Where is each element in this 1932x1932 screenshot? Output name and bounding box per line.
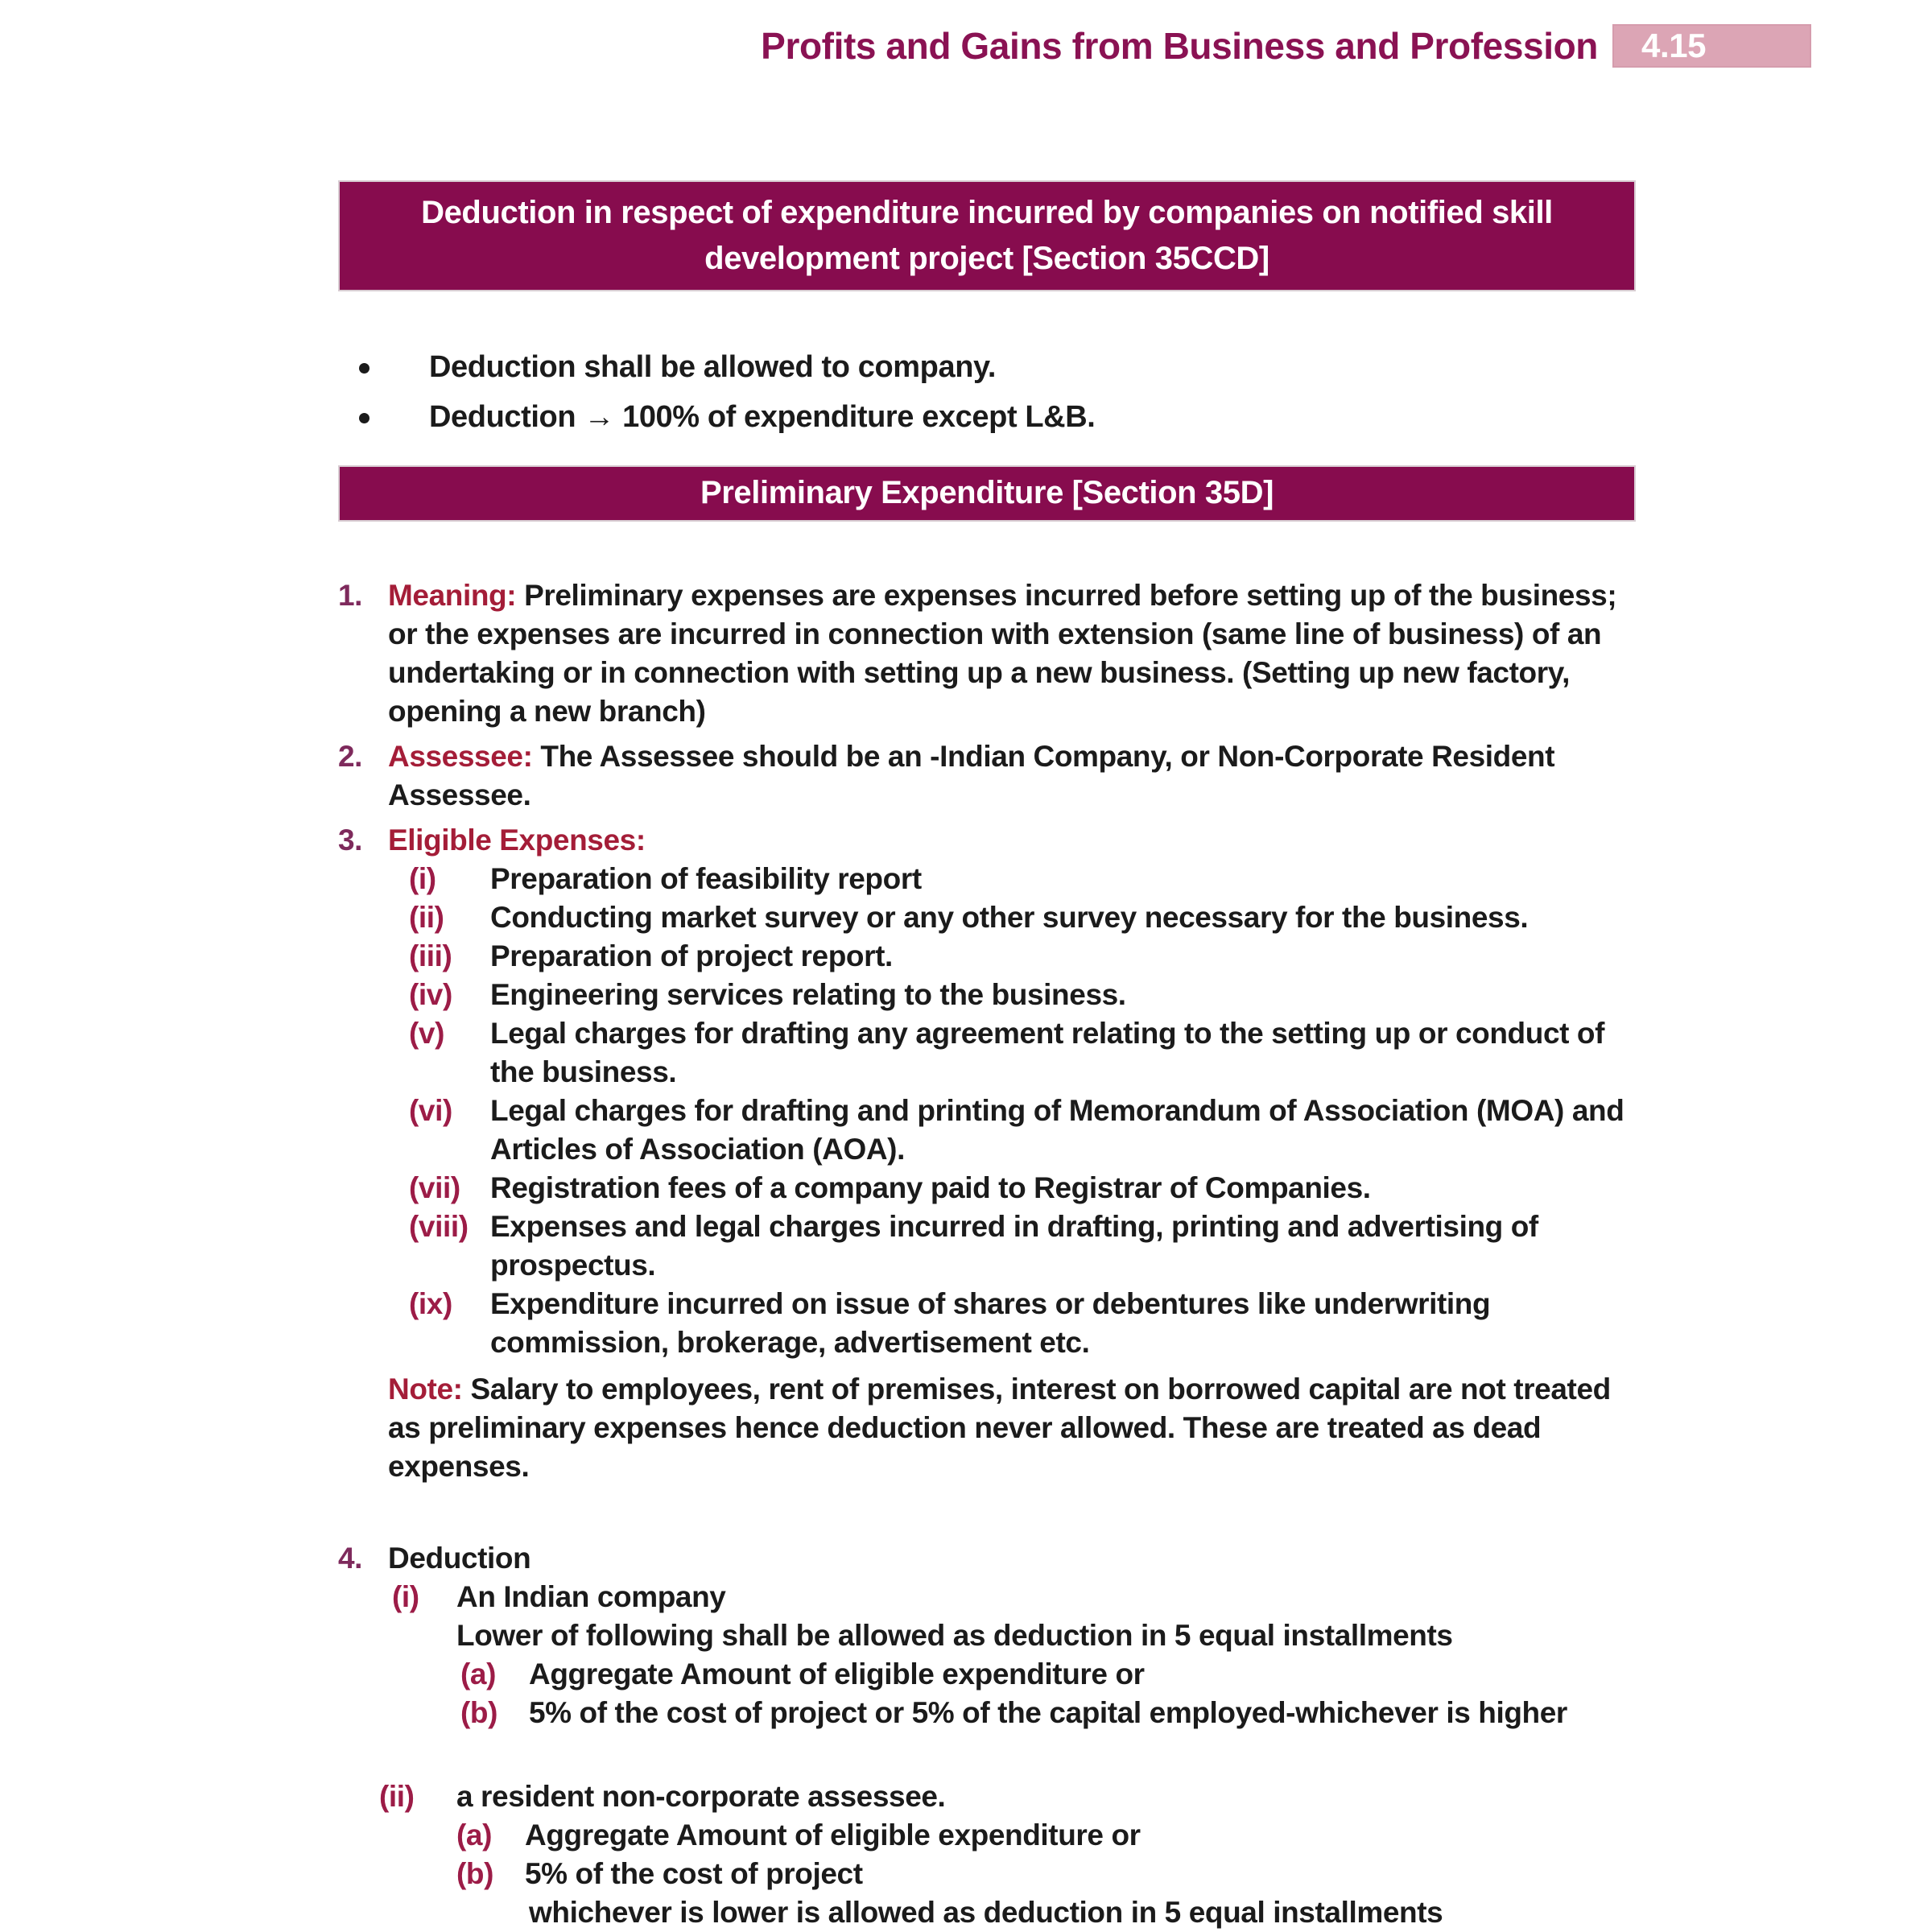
item-text: Engineering services relating to the business. [490,978,1126,1012]
item-text: Preparation of feasibility report [490,862,922,896]
list-item [460,1694,1636,1732]
list-item [409,1208,1636,1285]
section-body [388,737,1636,815]
item-marker: (ii) [409,901,444,935]
section-body [379,1539,1636,1932]
spacer [388,1732,1636,1777]
section-label: Eligible Expenses: [388,824,646,857]
section-text: Preliminary expenses are expenses incurred before setting up of the business; or the expenses are incurred in connection with extension (same line of business) of an undertaking or in connection with setting up a new business. (Setting up new factory, opening a new branch) [388,579,1617,729]
list-item [409,1169,1636,1208]
list-item [456,1855,1636,1893]
item-marker: (i) [409,862,436,896]
section-meaning [338,576,1636,731]
list-item [409,1014,1636,1092]
section-number: 1. [338,579,363,613]
eligible-items [409,860,1636,1362]
list-item [359,398,1636,436]
section-35ccd-banner: Deduction in respect of expenditure incurred by companies on notified skill development project [Section 35CCD] [338,180,1636,291]
list-item [456,1816,1636,1855]
bullet-list [338,348,1636,436]
item-text: Registration fees of a company paid to Registrar of Companies. [490,1171,1371,1205]
list-item [409,860,1636,898]
item-marker: (ix) [409,1287,452,1321]
item-text: a resident non-corporate assessee. [456,1780,946,1814]
section-number: 2. [338,740,363,774]
bullet-text: Deduction → 100% of expenditure except L&B. [429,399,1096,434]
item-text: Expenses and legal charges incurred in drafting, printing and advertising of prospectus. [490,1210,1538,1282]
item-marker: (iii) [409,939,452,973]
numbered-sections [338,576,1636,1932]
section-number: 4. [338,1542,363,1575]
note-label: Note: [388,1373,463,1406]
item-marker: (a) [456,1818,493,1852]
deduction-noncorporate [379,1777,1636,1816]
note [388,1370,1636,1486]
note-text: Salary to employees, rent of premises, interest on borrowed capital are not treated as preliminary expenses hence deduction never allowed. These are treated as dead expenses. [388,1373,1611,1484]
bullet-dot-icon [359,363,369,374]
section-label: Deduction [388,1542,531,1575]
section-text: The Assessee should be an -Indian Company, or Non-Corporate Resident Assessee. [388,740,1555,812]
spacer [338,1492,1636,1539]
page-content [0,180,1932,1932]
bullet-dot-icon [359,413,369,423]
item-text: Aggregate Amount of eligible expenditure or [525,1818,1141,1852]
item-marker: (vi) [409,1094,452,1128]
item-text: Preparation of project report. [490,939,893,973]
section-body [388,821,1636,1486]
item-text: Expenditure incurred on issue of shares or debentures like underwriting commission, brokerage, advertisement etc. [490,1287,1491,1360]
list-item [409,898,1636,937]
list-item [409,1092,1636,1169]
item-text: 5% of the cost of project [525,1857,863,1891]
section-body [388,576,1636,731]
item-marker: (b) [460,1696,498,1730]
bullet-text: Deduction shall be allowed to company. [429,349,997,384]
section-deduction [338,1539,1636,1932]
item-marker: (b) [456,1857,494,1891]
list-item [409,976,1636,1014]
section-label: Assessee: [388,740,533,774]
deduction-indian-company [392,1578,1636,1616]
list-item [409,937,1636,976]
page-header [0,0,1932,68]
section-35d-banner: Preliminary Expenditure [Section 35D] [338,465,1636,522]
item-text: 5% of the cost of project or 5% of the capital employed-whichever is higher [529,1696,1567,1730]
section-eligible-expenses [338,821,1636,1486]
item-text: Aggregate Amount of eligible expenditure or [529,1657,1145,1691]
item-marker: (a) [460,1657,497,1691]
item-marker: (iv) [409,978,452,1012]
item-marker: (v) [409,1017,445,1051]
item-marker: (ii) [379,1780,415,1814]
section-number: 3. [338,824,363,857]
list-item [359,348,1636,386]
item-text: Legal charges for drafting and printing of Memorandum of Association (MOA) and Articles of Association (AOA). [490,1094,1624,1166]
list-item [409,1285,1636,1362]
item-marker: (vii) [409,1171,460,1205]
section-label: Meaning: [388,579,517,613]
item-marker: (i) [392,1580,419,1614]
deduction-indian-rule: Lower of following shall be allowed as deduction in 5 equal installments [456,1619,1453,1653]
page-number: 4.15 [1641,27,1707,64]
section-assessee [338,737,1636,815]
deduction-noncorporate-rule: whichever is lower is allowed as deduction in 5 equal installments [529,1896,1443,1930]
item-text: Conducting market survey or any other survey necessary for the business. [490,901,1529,935]
item-marker: (viii) [409,1210,469,1244]
item-text: An Indian company [456,1580,726,1614]
page-title: Profits and Gains from Business and Profession [761,24,1598,67]
item-text: Legal charges for drafting any agreement relating to the setting up or conduct of the business. [490,1017,1605,1089]
list-item [460,1655,1636,1694]
page-number-badge [1612,24,1811,68]
